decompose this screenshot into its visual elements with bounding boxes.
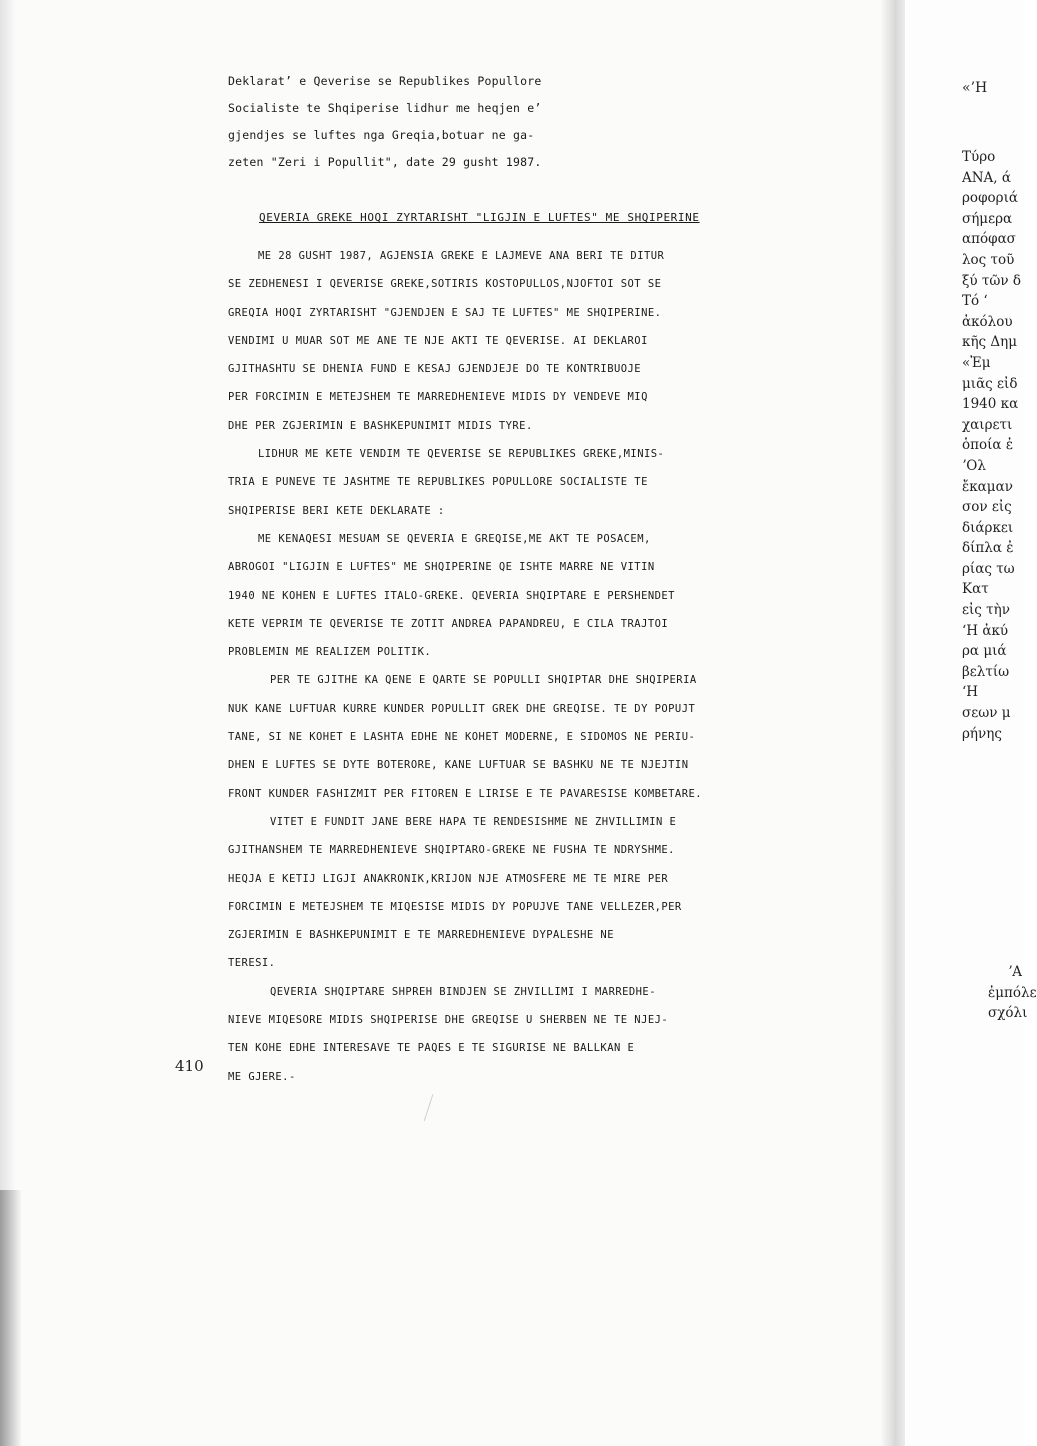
caption-line: Deklarat’ e Qeverise se Republikes Popullore <box>228 74 542 88</box>
body-line: SE ZEDHENESI I QEVERISE GREKE,SOTIRIS KOSTOPULLOS,NJOFTOI SOT SE <box>228 278 662 291</box>
body-line: TEN KOHE EDHE INTERESAVE TE PAQES E TE SIGURISE NE BALLKAN E <box>228 1042 635 1055</box>
caption-line: zeten "Zeri i Popullit", date 29 gusht 1987. <box>228 155 542 169</box>
body-line: NUK KANE LUFTUAR KURRE KUNDER POPULLIT GREK DHE GREQISE. TE DY POPUJT <box>228 702 696 715</box>
document-body <box>228 242 828 1091</box>
page-edge-shadow-bottom <box>0 1190 22 1446</box>
body-line: ME 28 GUSHT 1987, AGJENSIA GREKE E LAJMEVE ANA BERI TE DITUR <box>258 250 665 262</box>
body-line: ABROGOI "LIGJIN E LUFTES" ME SHQIPERINE QE ISHTE MARRE NE VITIN <box>228 561 655 574</box>
greek-line: «Ἐμ <box>962 354 991 371</box>
body-line: PROBLEMIN ME REALIZEM POLITIK. <box>228 646 432 659</box>
greek-footnote-line: ʼΑ <box>1008 964 1023 980</box>
greek-line: ‘Η <box>962 684 979 701</box>
body-line: QEVERIA SHQIPTARE SHPREH BINDJEN SE ZHVILLIMI I MARREDHE- <box>270 985 656 998</box>
right-page-footnote <box>988 962 1037 1024</box>
greek-line: ρίας τω <box>962 560 1015 577</box>
body-line: ZGJERIMIN E BASHKEPUNIMIT E TE MARREDHENIEVE DYPALESHE NE <box>228 929 614 942</box>
body-line: TANE, SI NE KOHET E LASHTA EDHE NE KOHET MODERNE, E SIDOMOS NE PERIU- <box>228 731 696 744</box>
greek-line: δίπλα ἐ <box>962 540 1014 557</box>
greek-line: ʼΟλ <box>962 457 986 474</box>
greek-line: μιᾶς εἰδ <box>962 375 1018 392</box>
body-line: HEQJA E KETIJ LIGJI ANAKRONIK,KRIJON NJE ATMOSFERE ME TE MIRE PER <box>228 872 669 885</box>
greek-line: κῆς Δημ <box>962 334 1017 351</box>
body-line: GJITHASHTU SE DHENIA FUND E KESAJ GJENDJEJE DO TE KONTRIBUOJE <box>228 363 642 376</box>
caption-line: gjendjes se luftes nga Greqia,botuar ne ga- <box>228 128 535 142</box>
greek-line: σεων μ <box>962 705 1011 722</box>
greek-line: ‘Η ἀκύ <box>962 622 1009 639</box>
body-line: FORCIMIN E METEJSHEM TE MIQESISE MIDIS DY POPUJVE TANE VELLEZER,PER <box>228 900 682 913</box>
greek-line: 1940 κα <box>962 396 1019 413</box>
greek-footnote-line: ἐμπόλε <box>988 984 1037 1001</box>
body-line: ME GJERE.- <box>228 1070 296 1083</box>
caption-line: Socialiste te Shqiperise lidhur me heqjen e’ <box>228 101 542 115</box>
body-line: GREQIA HOQI ZYRTARISHT "GJENDJEN E SAJ TE LUFTES" ME SHQIPERINE. <box>228 306 662 319</box>
body-line: 1940 NE KOHEN E LUFTES ITALO-GREKE. QEVERIA SHQIPTARE E PERSHENDET <box>228 589 675 602</box>
greek-line: διάρκει <box>962 519 1014 536</box>
greek-line: εἰς τὴν <box>962 602 1010 619</box>
document-caption <box>228 68 658 176</box>
greek-line: ἔκαμαν <box>962 478 1013 495</box>
greek-line: ξύ τῶν δ <box>962 272 1022 289</box>
book-gutter <box>880 0 908 1446</box>
greek-line: χαιρετι <box>962 416 1013 433</box>
greek-line: ροφοριά <box>962 190 1018 207</box>
greek-line: Κατ <box>962 581 989 598</box>
body-line: DHE PER ZGJERIMIN E BASHKEPUNIMIT MIDIS TYRE. <box>228 419 533 432</box>
body-line: ME KENAQESI MESUAM SE QEVERIA E GREQISE,ME AKT TE POSACEM, <box>258 532 651 545</box>
greek-line: σήμερα <box>962 210 1013 227</box>
greek-footnote-line: σχόλι <box>988 1005 1028 1022</box>
body-line: KETE VEPRIM TE QEVERISE TE ZOTIT ANDREA PAPANDREU, E CILA TRAJTOI <box>228 617 669 630</box>
greek-line: βελτίω <box>962 663 1010 680</box>
greek-line: Tύρο <box>962 149 996 165</box>
greek-line: ἀκόλου <box>962 313 1013 330</box>
body-line: LIDHUR ME KETE VENDIM TE QEVERISE SE REPUBLIKES GREKE,MINIS- <box>258 448 665 461</box>
body-line: PER FORCIMIN E METEJSHEM TE MARREDHENIEVE MIDIS DY VENDEVE MIQ <box>228 391 648 404</box>
document-title: QEVERIA GREKE HOQI ZYRTARISHT "LIGJIN E LUFTES" ME SHQIPERINE <box>259 211 700 224</box>
greek-line: λος τοῦ <box>962 251 1015 268</box>
body-line: SHQIPERISE BERI KETE DEKLARATE : <box>228 504 445 517</box>
greek-line: Tό ʻ <box>962 293 988 310</box>
greek-line: σον εἰς <box>962 499 1012 516</box>
right-page-heading: «’H <box>962 80 988 96</box>
body-line: TRIA E PUNEVE TE JASHTME TE REPUBLIKES POPULLORE SOCIALISTE TE <box>228 476 648 489</box>
body-line: GJITHANSHEM TE MARREDHENIEVE SHQIPTARO-GREKE NE FUSHA TE NDRYSHME. <box>228 844 675 857</box>
greek-line: ρα μιά <box>962 643 1007 660</box>
body-line: NIEVE MIQESORE MIDIS SHQIPERISE DHE GREQISE U SHERBEN NE TE NJEJ- <box>228 1014 669 1027</box>
right-page-text <box>962 147 1021 744</box>
body-line: TERESI. <box>228 957 276 970</box>
body-line: VITET E FUNDIT JANE BERE HAPA TE RENDESISHME NE ZHVILLIMIN E <box>270 815 677 828</box>
greek-line: απόφασ <box>962 231 1016 248</box>
body-line: VENDIMI U MUAR SOT ME ANE TE NJE AKTI TE QEVERISE. AI DEKLAROI <box>228 334 648 347</box>
body-line: DHEN E LUFTES SE DYTE BOTERORE, KANE LUFTUAR SE BASHKU NE TE NJEJTIN <box>228 759 689 772</box>
page-number: 410 <box>175 1057 204 1075</box>
greek-line: ρήνης <box>962 725 1002 742</box>
greek-line: ὁποία ἐ <box>962 437 1014 454</box>
body-line: PER TE GJITHE KA QENE E QARTE SE POPULLI SHQIPTAR DHE SHQIPERIA <box>270 674 697 687</box>
greek-line: ΑΝΑ, ά <box>962 169 1012 186</box>
body-line: FRONT KUNDER FASHIZMIT PER FITOREN E LIRISE E TE PAVARESISE KOMBETARE. <box>228 787 703 800</box>
